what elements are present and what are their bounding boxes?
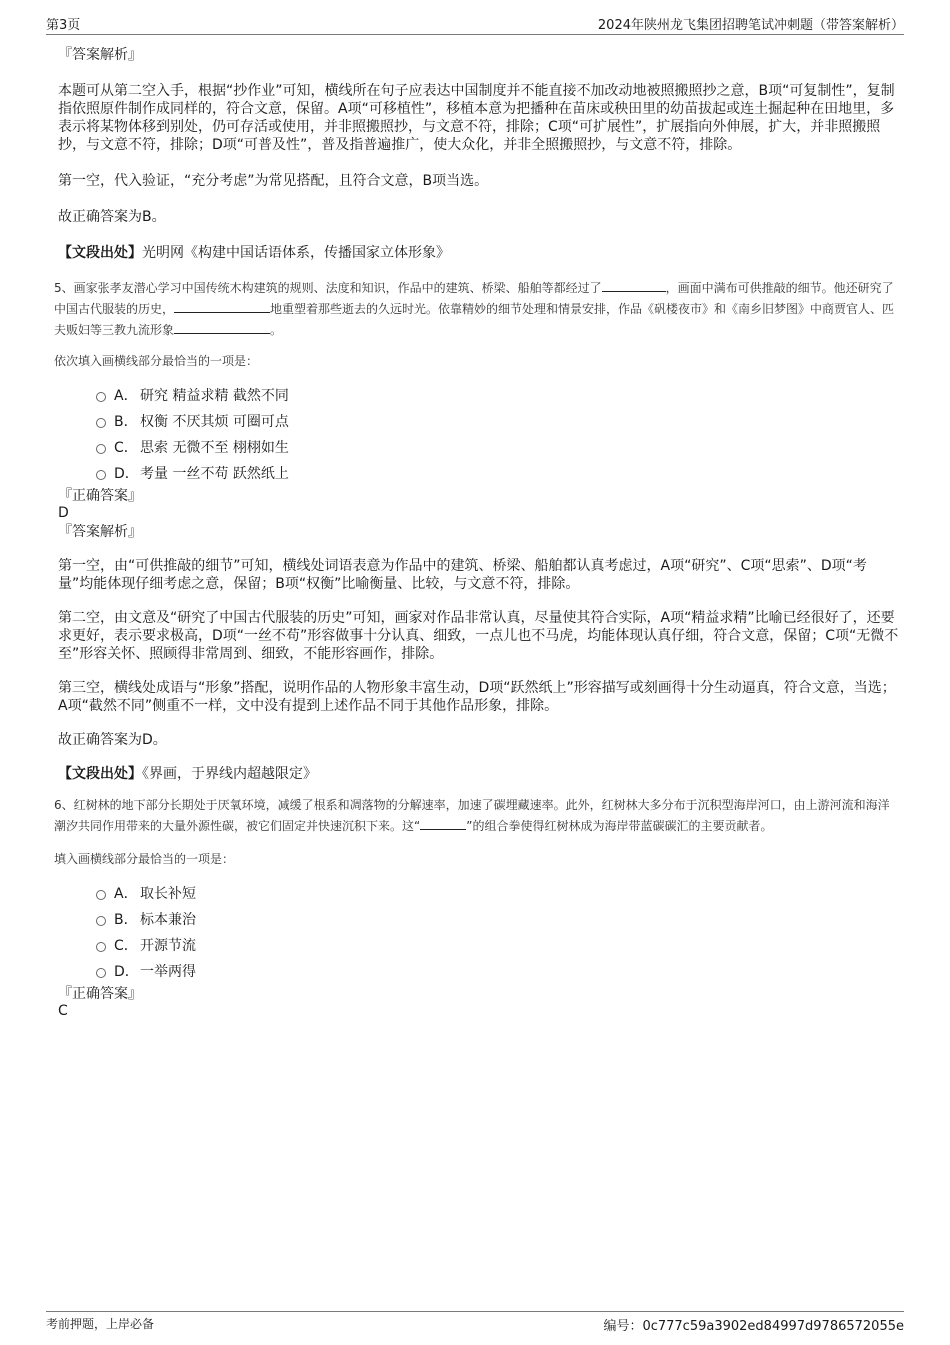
- document-title: 2024年陕州龙飞集团招聘笔试冲刺题（带答案解析）: [597, 18, 904, 33]
- q5-answer-value: D: [58, 505, 69, 521]
- radio-icon[interactable]: [96, 392, 106, 402]
- radio-icon[interactable]: [96, 890, 106, 900]
- q6-options: [96, 881, 900, 985]
- q5-options: [96, 383, 900, 487]
- q6-option-c[interactable]: C． 开源节流: [96, 933, 900, 959]
- serial-label: 编号：: [603, 1319, 643, 1334]
- q6-option-b[interactable]: B． 标本兼治: [96, 907, 900, 933]
- serial-number: 0c777c59a3902ed84997d9786572055e: [642, 1319, 904, 1334]
- q6-answer-label: 『正确答案』: [58, 986, 142, 1002]
- q6-instruction: 填入画横线部分最恰当的一项是：: [54, 852, 235, 866]
- q5-answer-label: 『正确答案』: [58, 488, 142, 504]
- q5-text-a: 5、画家张孝友潜心学习中国传统木构建筑的规则、法度和知识，作品中的建筑、桥梁、船舶等都经过了: [54, 281, 602, 295]
- radio-icon[interactable]: [96, 418, 106, 428]
- radio-icon[interactable]: [96, 444, 106, 454]
- radio-icon[interactable]: [96, 470, 106, 480]
- q4-source: [58, 244, 900, 262]
- footer-serial: [603, 1315, 904, 1334]
- q5-blank-2: [174, 300, 270, 313]
- q4-answer-statement: 故正确答案为B。: [58, 209, 166, 225]
- q4-source-label: 【文段出处】: [58, 245, 142, 261]
- q5-text-c: 地重塑着那些逝去的久远时光。依靠精妙的细节处理和情景安排，作品《矾楼夜市》和《南乡旧梦图》中商贾官人、匹夫贩妇等三教九流形象: [54, 302, 895, 337]
- q5-instruction: 依次填入画横线部分最恰当的一项是：: [54, 354, 259, 368]
- q5-analysis-para-1: 第一空，由“可供推敲的细节”可知，横线处词语表意为作品中的建筑、桥梁、船舶都认真考虑过，A项“研究”、C项“思索”、D项“考量”均能体现仔细考虑之意，保留；B项“权衡”比喻衡量、比较，与文意不符，排除。: [58, 558, 867, 592]
- q4-analysis-label: 『答案解析』: [58, 47, 142, 63]
- q6-blank: [420, 817, 466, 830]
- q5-source-label: 【文段出处】: [58, 766, 142, 782]
- q5-answer-statement: 故正确答案为D。: [58, 732, 167, 748]
- q5-analysis-para-2: 第二空，由文意及“研究了中国古代服装的历史”可知，画家对作品非常认真，尽量使其符合实际，A项“精益求精”比喻已经很好了，还要求更好，表示要求极高，D项“一丝不苟”形容做事十分认真、细致，一点儿也不马虎，均能体现认真仔细，符合文意，保留；C项“无微不至”形容关怀、照顾得非常周到、细致，不能形容画作，排除。: [58, 610, 899, 662]
- q6-answer-value: C: [58, 1003, 68, 1019]
- radio-icon[interactable]: [96, 916, 106, 926]
- q5-source: [58, 765, 900, 783]
- q5-source-text: 《界画，于界线内超越限定》: [142, 766, 317, 782]
- page-content: [54, 46, 900, 1019]
- q4-source-text: 光明网《构建中国话语体系，传播国家立体形象》: [142, 245, 450, 261]
- q6-question: [54, 795, 900, 837]
- q5-option-b[interactable]: B． 权衡 不厌其烦 可圈可点: [96, 409, 900, 435]
- q5-blank-3: [174, 321, 270, 334]
- page-footer: [46, 1311, 904, 1334]
- q4-analysis-para-1: 本题可从第二空入手，根据“抄作业”可知，横线所在句子应表达中国制度并不能直接不加改动地被照搬照抄之意，B项“可复制性”，复制指依照原件制作成同样的，符合文意，保留。A项“可移植性”，移植本意为把播种在苗床或秧田里的幼苗拔起或连土掘起种在田地里，多表示将某物体移到别处，仍可存活或使用，并非照搬照抄，与文意不符，排除；C项“可扩展性”，扩展指向外伸展，扩大，并非照搬照抄，与文意不符，排除；D项“可普及性”，普及指普遍推广，使大众化，并非全照搬照抄，与文意不符，排除。: [58, 83, 895, 153]
- q5-text-d: 。: [270, 323, 283, 337]
- q5-option-d[interactable]: D．考量 一丝不苟 跃然纸上: [96, 461, 900, 487]
- radio-icon[interactable]: [96, 968, 106, 978]
- q5-question: [54, 278, 900, 341]
- q5-option-a[interactable]: A． 研究 精益求精 截然不同: [96, 383, 900, 409]
- radio-icon[interactable]: [96, 942, 106, 952]
- q5-option-c[interactable]: C． 思索 无微不至 栩栩如生: [96, 435, 900, 461]
- q6-text-b: ”的组合拳使得红树林成为海岸带蓝碳碳汇的主要贡献者。: [466, 819, 773, 833]
- page-header: [46, 14, 904, 35]
- q5-analysis-label: 『答案解析』: [58, 524, 142, 540]
- page-number: 第3页: [46, 18, 81, 33]
- q5-analysis-para-3: 第三空，横线处成语与“形象”搭配，说明作品的人物形象丰富生动，D项“跃然纸上”形容描写或刻画得十分生动逼真，符合文意，当选；A项“截然不同”侧重不一样，文中没有提到上述作品不同于其他作品形象，排除。: [58, 680, 896, 714]
- q5-blank-1: [602, 279, 666, 292]
- footer-slogan: 考前押题，上岸必备: [46, 1317, 155, 1331]
- q6-option-d[interactable]: D．一举两得: [96, 959, 900, 985]
- q6-text-a: 6、红树林的地下部分长期处于厌氧环境，减缓了根系和凋落物的分解速率，加速了碳埋藏速率。此外，红树林大多分布于沉积型海岸河口，由上游河流和海洋潮汐共同作用带来的大量外源性碳，被它们固定并快速沉积下来。这“: [54, 798, 890, 833]
- q4-analysis-para-2: 第一空，代入验证，“充分考虑”为常见搭配，且符合文意，B项当选。: [58, 173, 489, 189]
- q5-text-b: ，画面中满布可供推敲的细节。他还研究了中国古代服装的历史，: [54, 281, 894, 316]
- q6-option-a[interactable]: A． 取长补短: [96, 881, 900, 907]
